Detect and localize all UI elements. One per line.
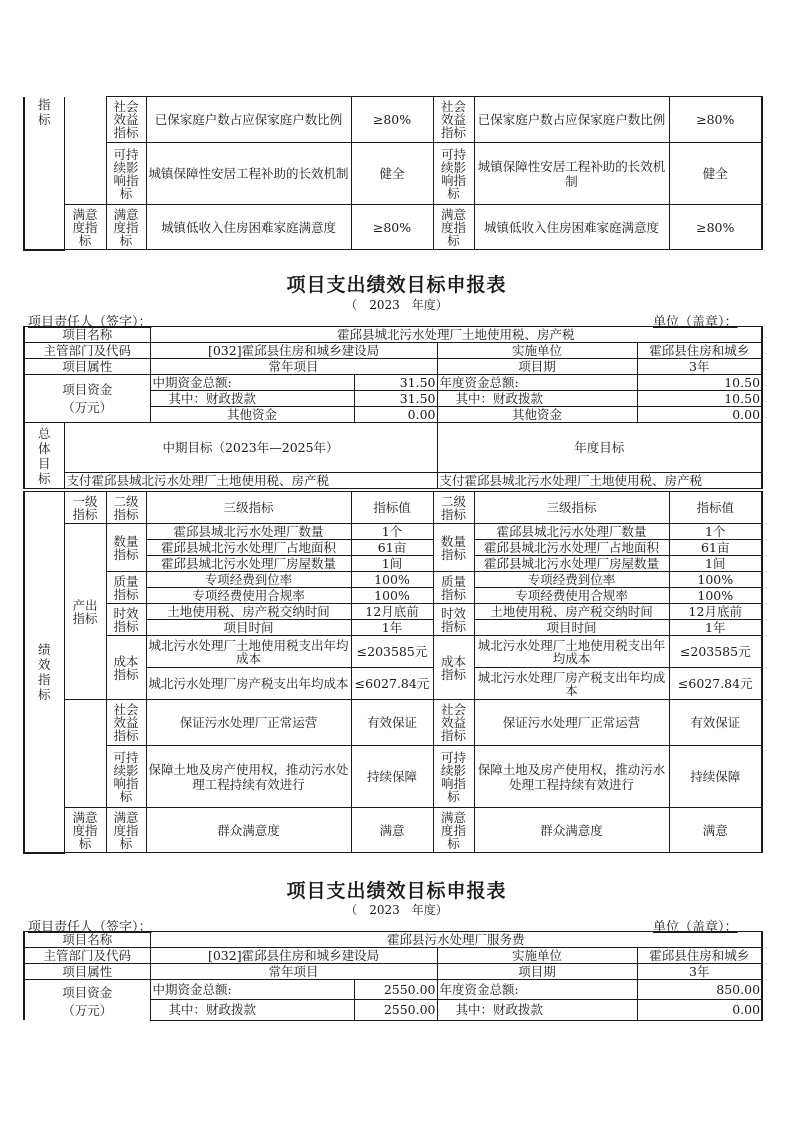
time-label-r: 时效指标 [433,604,474,636]
cost-label: 成本指标 [106,636,146,700]
indicator-value-r: 1个 [669,524,762,540]
indicator-l3-r: 土地使用税、房产税交纳时间 [474,604,669,620]
attr-value: 常年项目 [150,964,437,980]
satisfaction-l2-r: 满意度指标 [433,808,474,853]
hdr-value-r: 指标值 [669,492,762,524]
indicator-value: 100% [351,572,433,588]
level3-sustain: 城镇保障性安居工程补助的长效机制 [146,143,351,205]
dept-value: [032]霍邱县住房和城乡建设局 [150,343,437,359]
mid-goal-header: 中期目标（2023年—2025年） [64,423,437,473]
form1-responsible-label: 项目责任人（签字）： [28,315,152,330]
indicator-l3: 城北污水处理厂土地使用税支出年均成本 [146,636,351,668]
mid-fiscal-label: 其中：财政拨款 [150,1000,354,1020]
level2-sustain: 可持续影响指标 [106,143,146,205]
year-other-label: 其他资金 [437,407,637,423]
indicator-value: 1间 [351,556,433,572]
year-total-label: 年度资金总额: [437,980,637,1000]
indicator-value-r: 100% [669,588,762,604]
empty-level1 [64,97,106,205]
level3-satisfaction: 城镇低收入住房困难家庭满意度 [146,205,351,250]
fragment-table [23,96,763,251]
period-value: 3年 [637,964,762,980]
form2-responsible-label: 项目责任人（签字）： [28,920,152,935]
indicator-l3-r: 霍邱县城北污水处理厂占地面积 [474,540,669,556]
output-label: 产出指标 [64,524,106,700]
mid-total-label: 中期资金总额: [150,375,354,391]
impl-unit-label: 实施单位 [437,343,637,359]
value-satisfaction-r: ≥80% [669,205,762,250]
indicator-value: 12月底前 [351,604,433,620]
indicator-l3: 保障土地及房产使用权，推动污水处理工程持续有效进行 [146,746,351,808]
indicator-value-r: 持续保障 [669,746,762,808]
indicator-l3: 霍邱县城北污水处理厂数量 [146,524,351,540]
attr-label: 项目属性 [24,964,150,980]
indicator-l3-r: 霍邱县城北污水处理厂房屋数量 [474,556,669,572]
indicator-l3-r: 项目时间 [474,620,669,636]
level3-social: 已保家庭户数占应保家庭户数比例 [146,97,351,143]
indicator-l3: 专项经费到位率 [146,572,351,588]
period-label: 项目期 [437,964,637,980]
indicator-l3-r: 城北污水处理厂房产税支出年均成本 [474,668,669,700]
mid-total-value: 31.50 [354,375,437,391]
form2-info-table [23,931,763,1021]
value-sustain: 健全 [351,143,433,205]
hdr-value: 指标值 [351,492,433,524]
indicator-l3: 城北污水处理厂房产税支出年均成本 [146,668,351,700]
indicator-value: 持续保障 [351,746,433,808]
perf-label: 绩 效 指 标 [24,492,64,853]
satisfaction-l1: 满意度指标 [64,808,106,853]
cost-label-r: 成本指标 [433,636,474,700]
mid-goal-text: 支付霍邱县城北污水处理厂土地使用税、房产税 [64,473,437,489]
hdr-level2-r: 二级指标 [433,492,474,524]
mid-other-value: 0.00 [354,407,437,423]
mid-other-label: 其他资金 [150,407,354,423]
mid-fiscal-value: 2550.00 [354,1000,437,1020]
level2-sustain-r: 可持续影响指标 [433,143,474,205]
level3-satisfaction-r: 城镇低收入住房困难家庭满意度 [474,205,669,250]
value-social-r: ≥80% [669,97,762,143]
value-social: ≥80% [351,97,433,143]
funds-label: 项目资金 （万元） [24,375,150,423]
hdr-level3: 三级指标 [146,492,351,524]
mid-total-value: 2550.00 [354,980,437,1000]
perf-label-tail: 指 标 [24,97,64,250]
level2-social-r: 社会效益指标 [433,97,474,143]
indicator-l3-r: 保证污水处理厂正常运营 [474,700,669,746]
period-value: 3年 [637,359,762,375]
indicator-value-r: 有效保证 [669,700,762,746]
indicator-l3: 群众满意度 [146,808,351,853]
form2-unit-label: 单位（盖章）： [653,920,738,935]
project-name-value: 霍邱县城北污水处理厂土地使用税、房产税 [150,327,762,343]
impl-unit-value: 霍邱县住房和城乡 [637,343,762,359]
year-fiscal-label: 其中：财政拨款 [437,391,637,407]
impl-unit-value: 霍邱县住房和城乡 [637,948,762,964]
form1-year: （ 2023 年度） [345,298,448,312]
sustain-label-r: 可持续影响指标 [433,746,474,808]
level2-satisfaction-r: 满意度指标 [433,205,474,250]
overall-goal-label: 总 体 目 标 [24,423,64,489]
annual-goal-text: 支付霍邱县城北污水处理厂土地使用税、房产税 [437,473,762,489]
level3-sustain-r: 城镇保障性安居工程补助的长效机制 [474,143,669,205]
indicator-value: 满意 [351,808,433,853]
form1-title: 项目支出绩效目标申报表 [286,274,507,296]
indicator-value: 61亩 [351,540,433,556]
hdr-level2: 二级指标 [106,492,146,524]
indicator-value-r: 1间 [669,556,762,572]
period-label: 项目期 [437,359,637,375]
indicator-l3: 土地使用税、房产税交纳时间 [146,604,351,620]
level2-social: 社会效益指标 [106,97,146,143]
sustain-label: 可持续影响指标 [106,746,146,808]
indicator-value-r: 12月底前 [669,604,762,620]
indicator-l3: 专项经费使用合规率 [146,588,351,604]
time-label: 时效指标 [106,604,146,636]
indicator-value-r: 1年 [669,620,762,636]
indicator-l3: 霍邱县城北污水处理厂占地面积 [146,540,351,556]
indicator-value: 有效保证 [351,700,433,746]
quality-label-r: 质量指标 [433,572,474,604]
attr-value: 常年项目 [150,359,437,375]
indicator-value: 1个 [351,524,433,540]
indicator-l3-r: 城北污水处理厂土地使用税支出年均成本 [474,636,669,668]
year-total-label: 年度资金总额: [437,375,637,391]
form1-unit-label: 单位（盖章）： [653,315,738,330]
indicator-l3-r: 群众满意度 [474,808,669,853]
year-total-value: 850.00 [637,980,762,1000]
impl-unit-label: 实施单位 [437,948,637,964]
indicator-value: ≤6027.84元 [351,668,433,700]
form2-year: （ 2023 年度） [345,903,448,917]
social-label: 社会效益指标 [106,700,146,746]
level1-satisfaction: 满意度指标 [64,205,106,250]
indicator-l3-r: 保障土地及房产使用权，推动污水处理工程持续有效进行 [474,746,669,808]
hdr-level1: 一级指标 [64,492,106,524]
indicator-l3: 保证污水处理厂正常运营 [146,700,351,746]
hdr-level3-r: 三级指标 [474,492,669,524]
indicator-l3: 项目时间 [146,620,351,636]
year-total-value: 10.50 [637,375,762,391]
indicator-value: 100% [351,588,433,604]
mid-fiscal-label: 其中：财政拨款 [150,391,354,407]
indicator-l3-r: 专项经费使用合规率 [474,588,669,604]
project-name-value: 霍邱县污水处理厂服务费 [150,932,762,948]
project-name-label: 项目名称 [24,932,150,948]
indicator-l3: 霍邱县城北污水处理厂房屋数量 [146,556,351,572]
empty-level1 [64,700,106,808]
qty-label-r: 数量指标 [433,524,474,572]
project-name-label: 项目名称 [24,327,150,343]
form1-info-table [23,326,763,489]
dept-value: [032]霍邱县住房和城乡建设局 [150,948,437,964]
year-other-value: 0.00 [637,407,762,423]
indicator-value-r: ≤6027.84元 [669,668,762,700]
annual-goal-header: 年度目标 [437,423,762,473]
attr-label: 项目属性 [24,359,150,375]
year-fiscal-label: 其中：财政拨款 [437,1000,637,1020]
dept-label: 主管部门及代码 [24,948,150,964]
indicator-value-r: 满意 [669,808,762,853]
indicator-value: 1年 [351,620,433,636]
mid-total-label: 中期资金总额: [150,980,354,1000]
value-satisfaction: ≥80% [351,205,433,250]
indicator-l3-r: 霍邱县城北污水处理厂数量 [474,524,669,540]
qty-label: 数量指标 [106,524,146,572]
satisfaction-l2: 满意度指标 [106,808,146,853]
dept-label: 主管部门及代码 [24,343,150,359]
indicator-value: ≤203585元 [351,636,433,668]
level3-social-r: 已保家庭户数占应保家庭户数比例 [474,97,669,143]
form1-indicator-table [23,491,763,854]
year-fiscal-value: 10.50 [637,391,762,407]
quality-label: 质量指标 [106,572,146,604]
indicator-value-r: ≤203585元 [669,636,762,668]
indicator-value-r: 100% [669,572,762,588]
form2-title: 项目支出绩效目标申报表 [286,880,507,902]
level2-satisfaction: 满意度指标 [106,205,146,250]
indicator-l3-r: 专项经费到位率 [474,572,669,588]
funds-label: 项目资金 （万元） [24,980,150,1021]
indicator-value-r: 61亩 [669,540,762,556]
year-fiscal-value: 0.00 [637,1000,762,1020]
mid-fiscal-value: 31.50 [354,391,437,407]
social-label-r: 社会效益指标 [433,700,474,746]
value-sustain-r: 健全 [669,143,762,205]
